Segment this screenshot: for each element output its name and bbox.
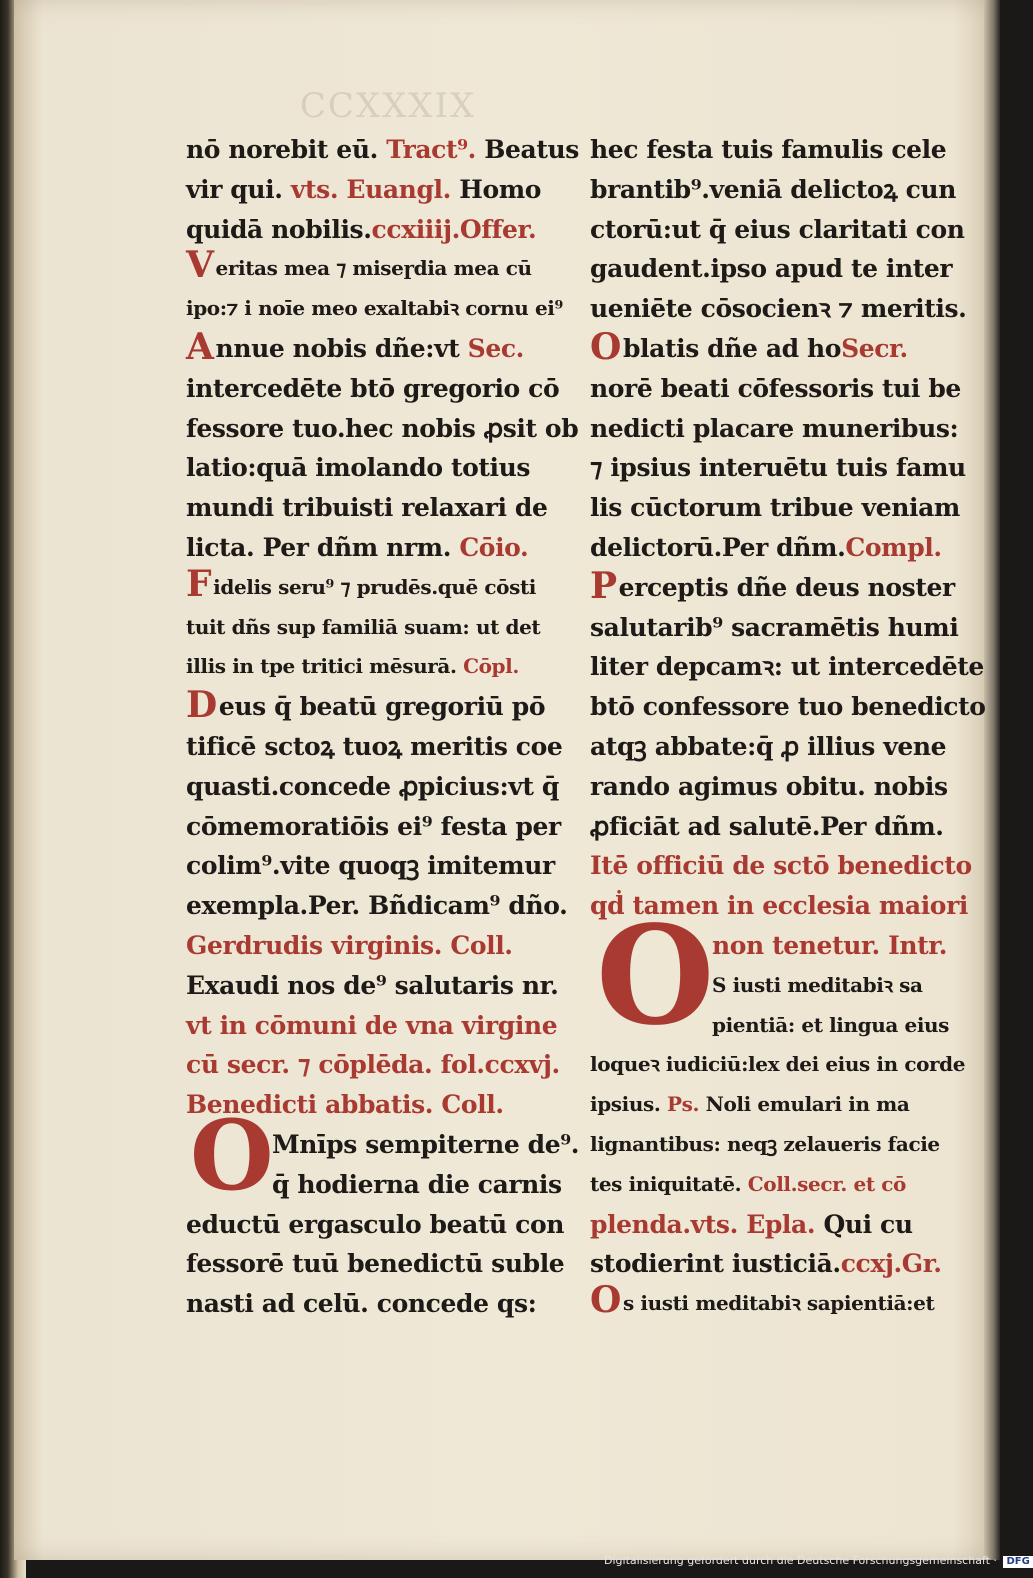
decorated-initial-right: O (596, 896, 715, 1056)
text-line (186, 528, 554, 568)
rubricated-initial: P (590, 564, 617, 607)
rubricated-initial: F (186, 562, 212, 605)
text-line (590, 170, 960, 210)
text-line (186, 170, 554, 210)
body-text: ueniēte cōsocienꝛ ⁊ meritis. (590, 294, 967, 324)
body-text: quidā nobilis. (186, 214, 372, 244)
folio-number: CCXXXIX (299, 86, 477, 126)
text-line (590, 210, 965, 250)
text-line (590, 448, 966, 488)
body-text: pientiā: et lingua eius (712, 1012, 950, 1037)
body-text: lis cūctorum tribue veniam (590, 493, 960, 523)
rubric-text: vts. Euangl. (290, 174, 460, 204)
body-text: fessore tuo.hec nobis ꝓsit ob (186, 413, 579, 443)
text-line (186, 488, 554, 528)
text-line (186, 409, 579, 449)
text-line (186, 846, 554, 886)
body-text: intercedēte btō gregorio cō (186, 373, 560, 403)
body-text: delictorū.Per dñm. (590, 532, 846, 562)
body-text: s iusti meditabiꝛ sapientiā:et (622, 1291, 935, 1316)
text-line (186, 1284, 554, 1324)
text-line (590, 1205, 960, 1245)
rubricated-initial: V (186, 244, 214, 287)
rubric-text: Benedicti abbatis. Coll. (186, 1090, 504, 1120)
body-text: lignantibus: neqꝫ zelaueris facie (590, 1131, 940, 1156)
right-text-column (590, 130, 986, 1324)
text-line (186, 684, 554, 727)
rubric-text: Ps. (666, 1092, 706, 1117)
body-text: cōmemoratiōis ei⁹ festa per (186, 811, 561, 841)
text-line (590, 647, 984, 687)
body-text: erceptis dñe deus noster (618, 572, 955, 602)
body-text: nasti ad celū. concede qs: (186, 1289, 537, 1319)
text-line (590, 1165, 960, 1205)
body-text: licta. Per dñm nrm. (186, 532, 460, 562)
body-text: btō confessore tuo benedicto (590, 692, 986, 722)
text-line (590, 1125, 960, 1165)
page-edge (984, 0, 1000, 1560)
body-text: Beatus (484, 135, 579, 164)
rubric-text: vt in cōmuni de vna virgine (186, 1010, 558, 1040)
text-line (186, 244, 554, 289)
body-text: latio:quā imolando totius (186, 453, 531, 483)
text-line (186, 448, 554, 488)
rubricated-initial: D (186, 684, 217, 727)
body-text: stodierint iusticiā. (590, 1249, 841, 1279)
rubric-text: Itē officiū de sctō benedicto (590, 851, 972, 881)
body-text: ipo:⁊ i noīe meo exaltabiꝛ cornu ei⁹ (186, 296, 563, 321)
body-text: tes iniquitatē. (590, 1171, 748, 1196)
text-line (186, 210, 554, 250)
rubric-text: cū secr. ⁊ cōplēda. fol.ccxvj. (186, 1050, 560, 1080)
rubric-text: Coll.secr. et cō (747, 1171, 906, 1196)
text-line (590, 528, 960, 568)
body-text: eritas mea ⁊ miseɼdia mea cū (215, 256, 532, 281)
rubric-text: qḋ tamen in ecclesia maiori (590, 891, 968, 921)
body-text: loqueꝛ iudiciū:lex dei eius in corde (590, 1052, 966, 1077)
body-text: norē beati cōfessoris tui be (590, 373, 961, 403)
rubric-text: Compl. (845, 532, 942, 562)
dfg-logo: DFG (1003, 1556, 1032, 1568)
text-line (186, 886, 568, 926)
decorated-initial-left: O (190, 1099, 274, 1212)
body-text: ipsius. (590, 1092, 667, 1117)
body-text: fessorē tuū benedictū suble (186, 1249, 565, 1279)
body-text: Noli emulari in ma (705, 1092, 910, 1117)
rubricated-initial: A (186, 325, 214, 368)
body-text: colim⁹.vite quoqꝫ imitemur (186, 851, 555, 881)
text-line (590, 130, 960, 170)
rubric-text: Secr. (841, 333, 908, 363)
body-text: quasti.concede ꝓpicius:vt q̄ (186, 771, 559, 801)
text-line (186, 727, 563, 767)
text-line (186, 767, 559, 807)
text-line (186, 289, 563, 329)
rubricated-initial: O (590, 1279, 621, 1322)
credit-text: Digitalisierung gefördert durch die Deutsche Forschungsgemeinschaft (604, 1554, 990, 1567)
text-line (590, 409, 960, 449)
rubric-text: ccxj.Gr. (840, 1249, 942, 1279)
body-text: Mnīps sempiterne de⁹. (272, 1129, 580, 1159)
body-text: nnue nobis dñe:vt (215, 333, 468, 363)
body-text: nō norebit eū. (186, 135, 387, 164)
text-line (186, 807, 561, 847)
text-line (590, 249, 960, 289)
body-text: blatis dñe ad ho (622, 333, 842, 363)
text-line (186, 926, 554, 966)
body-text: liter depcamꝛ: ut intercedēte (590, 652, 984, 682)
text-line (590, 807, 960, 847)
body-text: Homo (459, 174, 542, 204)
text-line (590, 1279, 960, 1324)
rubricated-initial: O (590, 325, 621, 368)
body-text: idelis seru⁹ ⁊ prudēs.quē cōsti (213, 574, 537, 599)
text-line (186, 966, 559, 1006)
body-text: eductū ergasculo beatū con (186, 1209, 565, 1239)
text-line (590, 767, 960, 807)
body-text: Exaudi nos de⁹ salutaris nr. (186, 970, 559, 1000)
rubric-text: non tenetur. Intr. (712, 930, 948, 960)
text-line (186, 1045, 560, 1085)
body-text: ctorū:ut q̄ eius claritati con (590, 214, 965, 244)
body-text: eus q̄ beatū gregoriū pō (218, 692, 546, 722)
text-line (186, 1244, 565, 1284)
text-line (590, 727, 960, 767)
body-text: rando agimus obitu. nobis (590, 771, 948, 801)
text-line (590, 369, 960, 409)
text-line (186, 647, 554, 687)
text-line (186, 325, 554, 369)
body-text: atqꝫ abbate:q̄ ꝓ illius vene (590, 731, 947, 761)
text-line (590, 608, 960, 648)
body-text: tuit dñs sup familiā suam: ut det (186, 614, 541, 639)
body-text: nedicti placare muneribus: (590, 413, 959, 443)
rubric-text: Tract⁹. (386, 135, 485, 164)
body-text: q̄ hodierna die carnis (272, 1169, 562, 1199)
text-line (590, 846, 972, 886)
text-line (590, 1244, 960, 1284)
text-line (590, 325, 960, 369)
body-text: illis in tpe tritici mēsurā. (186, 654, 464, 679)
body-text: ⁊ ipsius interuētu tuis famu (590, 453, 966, 483)
body-text: S iusti meditabiꝛ sa (712, 972, 923, 997)
body-text: salutarib⁹ sacramētis humi (590, 612, 959, 642)
text-line (590, 564, 960, 608)
text-line (590, 687, 986, 727)
rubric-text: ccxiiij.Offer. (371, 214, 537, 244)
rubric-text: plenda.vts. Epla. (590, 1209, 824, 1239)
rubric-text: Cōpl. (463, 654, 519, 679)
body-text: ꝓficiāt ad salutē.Per dñm. (590, 811, 944, 841)
text-line (590, 488, 960, 528)
text-line (186, 1006, 558, 1046)
rubric-text: Cōio. (459, 532, 529, 562)
body-text: vir qui. (186, 174, 291, 204)
text-line (590, 289, 967, 329)
body-text: hec festa tuis famulis cele (590, 135, 947, 164)
text-line (186, 369, 560, 409)
body-text: tificē sctoꝝ tuoꝝ meritis coe (186, 731, 563, 761)
rubric-text: Gerdrudis virginis. Coll. (186, 930, 513, 960)
rubric-text: Sec. (467, 333, 524, 363)
text-line (590, 1085, 960, 1125)
text-line (186, 130, 579, 170)
body-text: Qui cu (823, 1209, 913, 1239)
body-text: brantib⁹.veniā delictoꝝ cun (590, 174, 956, 204)
text-line (186, 562, 554, 608)
body-text: exempla.Per. Bñdicam⁹ dño. (186, 891, 568, 921)
body-text: mundi tribuisti relaxari de (186, 493, 548, 523)
digitization-credit: Digitalisierung gefördert durch die Deutsche Forschungsgemeinschaft · DFG (604, 1552, 1000, 1570)
body-text: gaudent.ipso apud te inter (590, 254, 953, 284)
text-line (186, 608, 554, 648)
